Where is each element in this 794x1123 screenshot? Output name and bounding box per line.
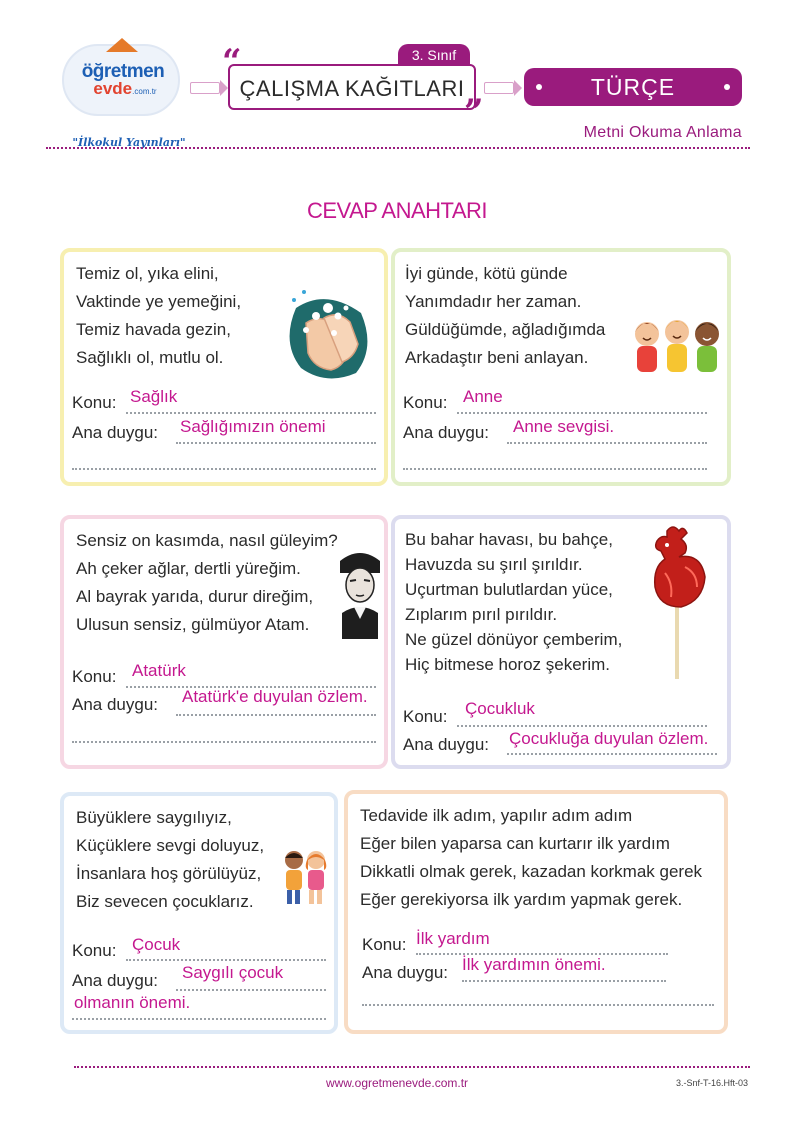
ana-duygu-answer: Saygılı çocuk	[182, 963, 284, 982]
poem-line: Güldüğümde, ağladığımda	[405, 320, 606, 339]
footer-divider	[74, 1066, 750, 1068]
poem-line: Havuzda su şırıl şırıldır.	[405, 555, 583, 574]
poem-text	[76, 527, 338, 639]
konu-dotted-line	[126, 959, 326, 961]
ana-duygu-answer: Atatürk'e duyulan özlem.	[182, 687, 368, 706]
logo-name-second	[80, 80, 170, 100]
publisher-logo	[62, 38, 186, 149]
konu-label: Konu:	[362, 935, 407, 954]
logo-evde: evde	[93, 79, 133, 98]
ana-duygu-label: Ana duygu:	[403, 423, 490, 442]
bullet-icon	[724, 84, 730, 90]
poem-line: Ulusun sensiz, gülmüyor Atam.	[76, 615, 310, 634]
poem-line: Sensiz on kasımda, nasıl güleyim?	[76, 531, 338, 550]
footer-code: 3.-Snf-T-16.Hft-03	[675, 1078, 748, 1088]
poem-line: Ah çeker ağlar, dertli yüreğim.	[76, 559, 301, 578]
poem-line: Vaktinde ye yemeğini,	[76, 292, 242, 311]
answer-key-title: CEVAP ANAHTARI	[306, 198, 488, 223]
konu-answer: Sağlık	[130, 387, 178, 406]
ana-duygu-answer: İlk yardımın önemi.	[462, 955, 606, 974]
ana-duygu-dotted-line	[176, 989, 326, 991]
worksheet-title-box	[228, 64, 476, 110]
poem-line: Küçüklere sevgi doluyuz,	[76, 836, 265, 855]
poem-line: Hiç bitmese horoz şekerim.	[405, 655, 611, 674]
blank-dotted-line	[362, 1004, 714, 1006]
konu-dotted-line	[457, 412, 707, 414]
poem-line: Arkadaştır beni anlayan.	[405, 348, 589, 367]
poem-card-3	[60, 515, 388, 769]
subject-title: TÜRÇE	[590, 74, 676, 100]
grade-badge: 3. Sınıf	[398, 44, 470, 66]
ana-duygu-dotted-line	[462, 980, 666, 982]
poem-line: Yanımdadır her zaman.	[405, 292, 582, 311]
poem-text	[405, 260, 605, 372]
topic-label: Metni Okuma Anlama	[583, 124, 742, 141]
poem-line: Temiz ol, yıka elini,	[76, 264, 219, 283]
ana-duygu-answer: Sağlığımızın önemi	[180, 417, 326, 436]
konu-answer: İlk yardım	[416, 929, 490, 948]
poem-line: İnsanlara hoş görülüyüz,	[76, 864, 262, 883]
konu-label: Konu:	[72, 393, 117, 412]
konu-answer: Atatürk	[132, 661, 186, 680]
poem-line: İyi günde, kötü günde	[405, 264, 568, 283]
ana-duygu-label: Ana duygu:	[72, 971, 159, 990]
poem-card-4	[391, 515, 731, 769]
poem-line: Tedavide ilk adım, yapılır adım adım	[360, 806, 633, 825]
ana-duygu-answer: Çocukluğa duyulan özlem.	[509, 729, 709, 748]
blank-dotted-line	[72, 741, 376, 743]
poem-line: Temiz havada gezin,	[76, 320, 231, 339]
ana-duygu-dotted-line	[507, 753, 717, 755]
konu-answer: Çocukluk	[465, 699, 535, 718]
konu-label: Konu:	[72, 941, 117, 960]
konu-dotted-line	[457, 725, 707, 727]
poem-text	[76, 804, 264, 916]
poem-line: Uçurtman bulutlardan yüce,	[405, 580, 613, 599]
blank-dotted-line	[72, 468, 376, 470]
konu-answer: Anne	[463, 387, 503, 406]
ana-duygu-answer: Anne sevgisi.	[513, 417, 615, 436]
blank-dotted-line	[403, 468, 707, 470]
ataturk-portrait	[336, 547, 384, 639]
konu-label: Konu:	[72, 667, 117, 686]
poem-line: Zıplarım pırıl pırıldır.	[405, 605, 558, 624]
konu-label: Konu:	[403, 707, 448, 726]
ana-duygu-label: Ana duygu:	[403, 735, 490, 754]
ana-duygu-label: Ana duygu:	[72, 423, 159, 442]
poem-line: Al bayrak yarıda, durur direğim,	[76, 587, 314, 606]
header-divider	[46, 147, 750, 149]
ana-duygu-label: Ana duygu:	[72, 695, 159, 714]
ana-duygu-dotted-line	[176, 442, 376, 444]
poem-card-1	[60, 248, 388, 486]
poem-line: Eğer bilen yaparsa can kurtarır ilk yardım	[360, 834, 670, 853]
logo-tagline: "İlkokul Yayınları"	[72, 136, 186, 149]
poem-card-5	[60, 792, 338, 1034]
arrow-right-icon	[190, 82, 220, 94]
poem-text	[360, 802, 702, 914]
ana-duygu-answer-continued: olmanın önemi.	[74, 993, 191, 1012]
konu-answer: Çocuk	[132, 935, 181, 954]
arrow-right-icon	[484, 82, 514, 94]
happy-children-illustration	[629, 312, 725, 374]
two-kids-illustration	[280, 848, 330, 906]
poem-line: Ne güzel dönüyor çemberim,	[405, 630, 623, 649]
logo-domain: .com.tr	[132, 87, 157, 96]
quote-close: ”	[464, 92, 484, 132]
handwashing-illustration	[276, 278, 376, 386]
house-icon	[106, 38, 138, 52]
poem-line: Büyüklere saygılıyız,	[76, 808, 232, 827]
poem-line: Biz sevecen çocuklarız.	[76, 892, 254, 911]
ana-duygu-dotted-line	[176, 714, 376, 716]
poem-line: Sağlıklı ol, mutlu ol.	[76, 348, 224, 367]
footer-url: www.ogretmenevde.com.tr	[325, 1076, 469, 1090]
poem-line: Eğer gerekiyorsa ilk yardım yapmak gerek.	[360, 890, 683, 909]
ana-duygu-label: Ana duygu:	[362, 963, 449, 982]
poem-card-2	[391, 248, 731, 486]
rooster-lollipop	[645, 523, 707, 679]
poem-text	[76, 260, 241, 372]
poem-line: Dikkatli olmak gerek, kazadan korkmak gerek	[360, 862, 703, 881]
quote-open: “	[222, 42, 242, 82]
poem-text	[405, 527, 622, 677]
ana-duygu-dotted-line	[507, 442, 707, 444]
worksheet-title: ÇALIŞMA KAĞITLARI	[239, 76, 465, 101]
konu-dotted-line	[126, 412, 376, 414]
subject-pill	[524, 68, 742, 106]
blank-dotted-line	[72, 1018, 326, 1020]
poem-card-6	[344, 790, 728, 1034]
logo-name: öğretmen	[81, 61, 165, 82]
poem-line: Bu bahar havası, bu bahçe,	[405, 530, 613, 549]
konu-label: Konu:	[403, 393, 448, 412]
